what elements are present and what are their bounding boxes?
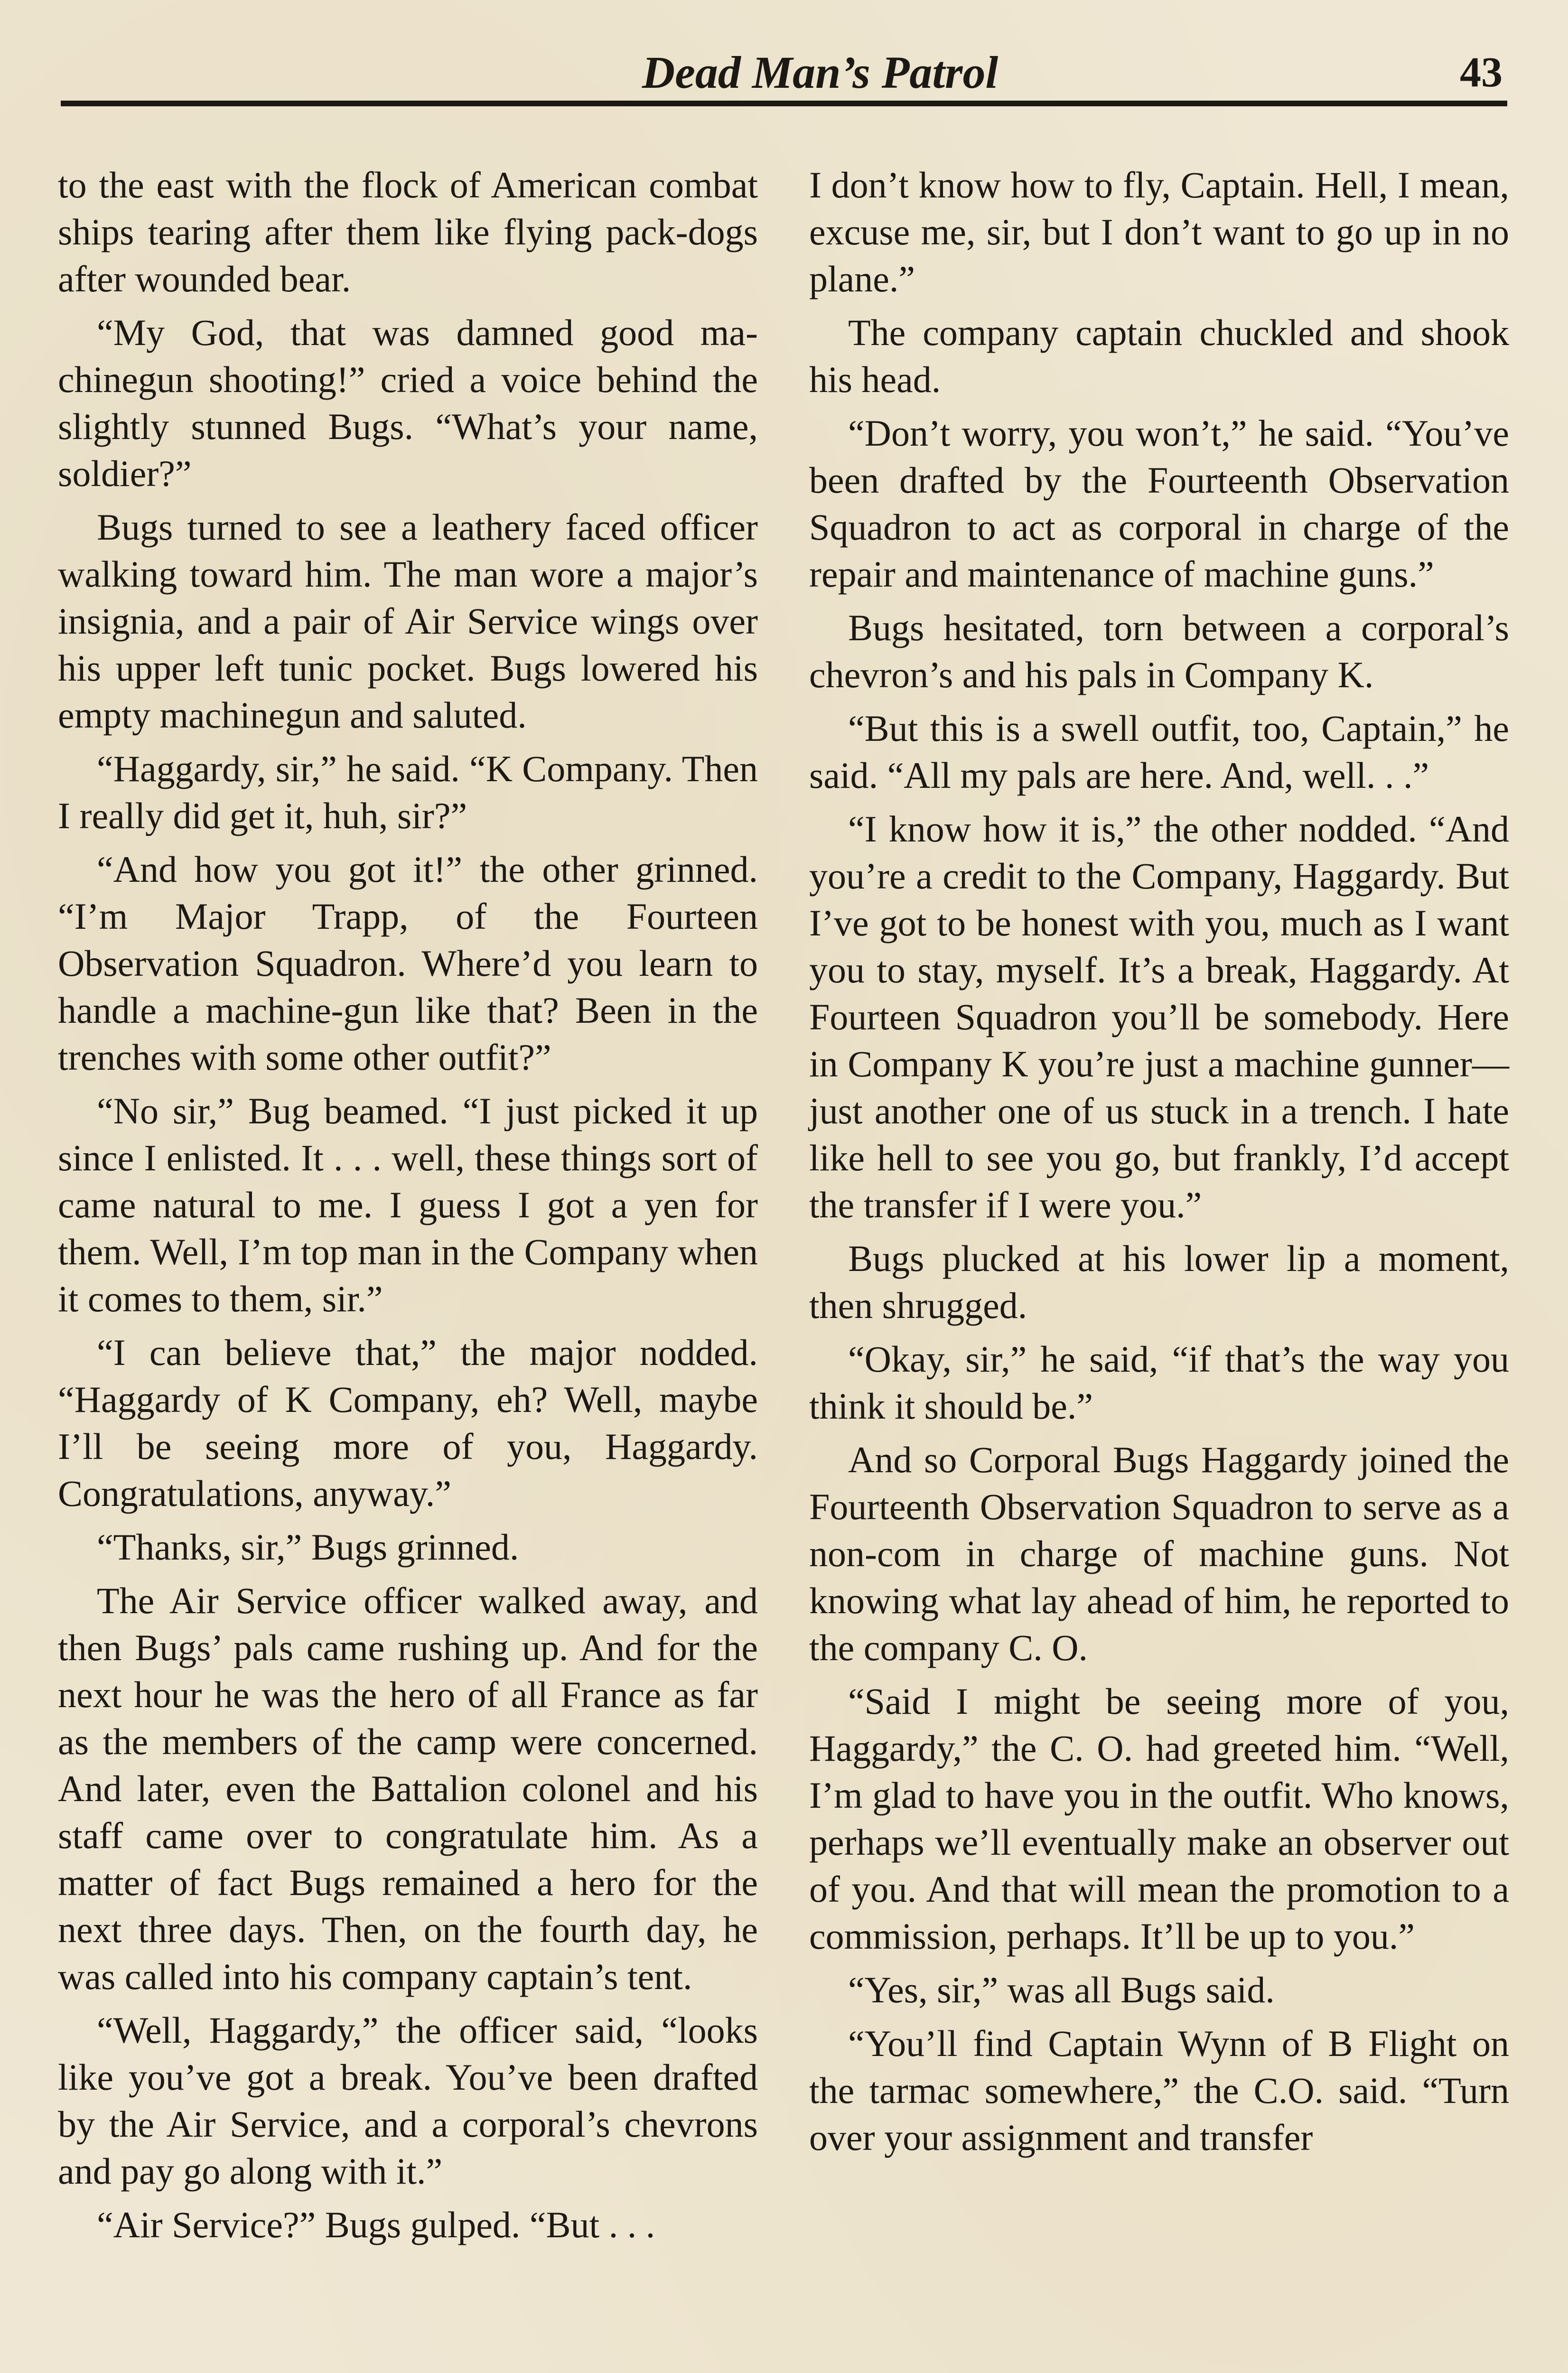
paragraph: Bugs hesitated, torn between a corporal’s chevron’s and his pals in Company K. bbox=[809, 607, 1509, 695]
paragraph: to the east with the flock of American combat ships tearing after them like flying pack-dogs after wounded bear. bbox=[58, 164, 758, 299]
paragraph: “Okay, sir,” he said, “if that’s the way you think it should be.” bbox=[809, 1338, 1509, 1427]
paragraph: “Haggardy, sir,” he said. “K Company. Then I really did get it, huh, sir?” bbox=[58, 748, 758, 836]
paragraph: And so Corporal Bugs Haggardy joined the Fourteenth Observation Squadron to serve as a non-com in charge of machine guns. Not knowing what lay ahead of him, he reported to the company C. O. bbox=[809, 1439, 1509, 1668]
paragraph: “But this is a swell outfit, too, Captain,” he said. “All my pals are here. And, well. . .” bbox=[809, 708, 1509, 796]
paragraph: “Well, Haggardy,” the officer said, “looks like you’ve got a break. You’ve been drafted by the Air Service, and a corporal’s chevrons and pay go along with it.” bbox=[58, 2009, 758, 2192]
paragraph: “Thanks, sir,” Bugs grinned. bbox=[97, 1526, 519, 1568]
paragraph: Bugs turned to see a leathery faced officer walking toward him. The man wore a major’s insignia, and a pair of Air Service wings over his upper left tunic pocket. Bugs lowered his empty machinegun and saluted. bbox=[58, 506, 758, 736]
left-column bbox=[58, 161, 758, 2255]
paragraph: Bugs plucked at his lower lip a moment, then shrugged. bbox=[809, 1238, 1509, 1326]
paragraph: “Said I might be seeing more of you, Haggardy,” the C. O. had greeted him. “Well, I’m glad to have you in the outfit. Who knows, perhaps we’ll eventually make an observer out of you. And that will mean the promotion to a commission, perhaps. It’ll be up to you.” bbox=[809, 1681, 1509, 1957]
paragraph: I don’t know how to fly, Captain. Hell, I mean, excuse me, sir, but I don’t want to go up in no plane.” bbox=[809, 164, 1509, 299]
paragraph: “Don’t worry, you won’t,” he said. “You’ve been drafted by the Fourteenth Observation Squadron to act as corporal in charge of the repair and maintenance of machine guns.” bbox=[809, 412, 1509, 595]
running-title: Dead Man’s Patrol bbox=[642, 47, 999, 98]
paragraph: “You’ll find Captain Wynn of B Flight on the tarmac somewhere,” the C.O. said. “Turn over your assignment and transfer bbox=[809, 2023, 1509, 2158]
running-header bbox=[61, 42, 1507, 103]
paragraph: “No sir,” Bug beamed. “I just picked it up since I enlisted. It . . . well, these things sort of came natural to me. I guess I got a yen for them. Well, I’m top man in the Company when it comes to them, sir.” bbox=[58, 1090, 758, 1319]
paragraph: “Air Service?” Bugs gulped. “But . . . bbox=[97, 2204, 655, 2245]
page-number: 43 bbox=[1460, 49, 1503, 96]
paragraph: “And how you got it!” the other grinned. “I’m Major Trapp, of the Fourteen Observation Squadron. Where’d you learn to handle a machine-gun like that? Been in the trenches with some other outfit?” bbox=[58, 849, 758, 1078]
paragraph: “My God, that was damned good machinegun shooting!” cried a voice behind the slightly stunned Bugs. “What’s your name, soldier?” bbox=[58, 312, 758, 494]
paragraph: The company captain chuckled and shook his head. bbox=[809, 312, 1509, 400]
paragraph: The Air Service officer walked away, and then Bugs’ pals came rushing up. And for the next hour he was the hero of all France as far as the members of the camp were concerned. And later, even the Battalion colonel and his staff came over to congratulate him. As a matter of fact Bugs remained a hero for the next three days. Then, on the fourth day, he was called into his company captain’s tent. bbox=[58, 1580, 758, 1997]
paragraph: “I can believe that,” the major nodded. “Haggardy of K Company, eh? Well, maybe I’ll be seeing more of you, Haggardy. Congratulations, anyway.” bbox=[58, 1332, 758, 1514]
header-rule bbox=[61, 101, 1507, 106]
right-column bbox=[809, 161, 1509, 2167]
paragraph: “I know how it is,” the other nodded. “And you’re a credit to the Company, Haggardy. But I’ve got to be honest with you, much as I want you to stay, myself. It’s a break, Haggardy. At Fourteen Squadron you’ll be somebody. Here in Company K you’re just a machine gunner—just another one of us stuck in a trench. I hate like hell to see you go, but frankly, I’d accept the transfer if I were you.” bbox=[809, 808, 1509, 1225]
paragraph: “Yes, sir,” was all Bugs said. bbox=[848, 1969, 1275, 2010]
